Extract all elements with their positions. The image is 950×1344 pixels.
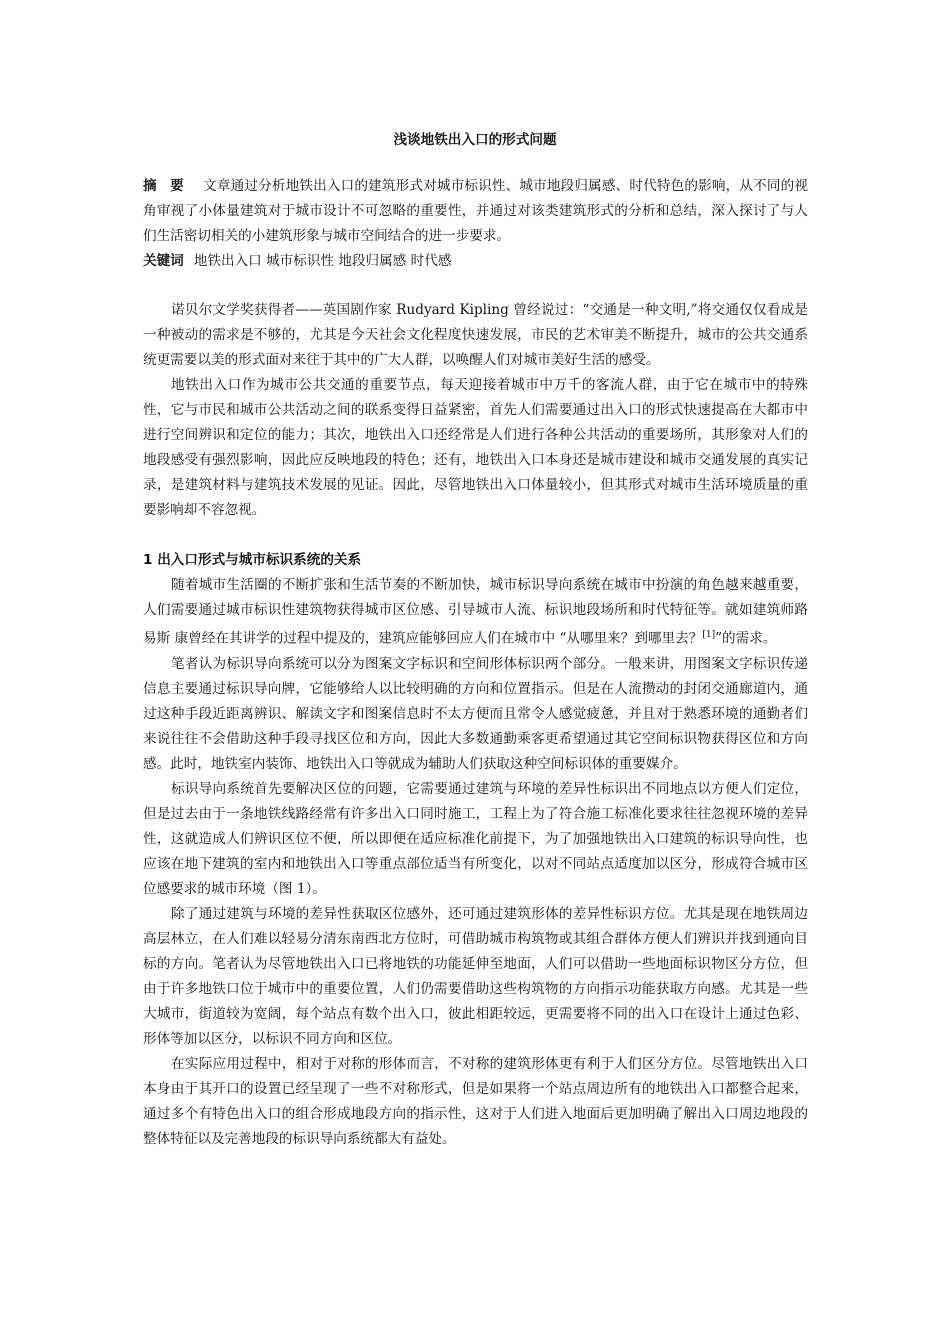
section-paragraph: 在实际应用过程中，相对于对称的形体而言，不对称的建筑形体更有利于人们区分方位。尽管地铁出入口本身由于其开口的设置已经呈现了一些不对称形式，但是如果将一个站点周边所有的地铁出入口都整合起来，通过多个有特色出入口的组合形成地段方向的指示性，这对于人们进入地面后更加明确了解出入口周边地段的整体特征以及完善地段的标识导向系统都大有益处。 <box>143 1055 808 1147</box>
section-paragraph: 除了通过建筑与环境的差异性获取区位感外，还可通过建筑形体的差异性标识方位。尤其是现在地铁周边高层林立，在人们难以轻易分清东南西北方位时，可借助城市构筑物或其组合群体方便人们辨识并找到通向目标的方向。笔者认为尽管地铁出入口已将地铁的功能延伸至地面，人们可以借助一些地面标识物区分方位，但由于许多地铁口位于城市中的重要位置，人们仍需要借助这些构筑物的方向指示功能获取方向感。尤其是一些大城市，街道较为宽阔，每个站点有数个出入口，彼此相距较远，更需要将不同的出入口在设计上通过色彩、形体等加以区分，以标识不同方向和区位。 <box>143 905 808 1047</box>
paragraph-text: ”的需求。 <box>715 630 777 647</box>
section-heading: 1 出入口形式与城市标识系统的关系 <box>143 552 362 568</box>
paragraph-text: 随着城市生活圈的不断扩张和生活节奏的不断加快，城市标识导向系统在城市中扮演的角色越来越重要，人们需要通过城市标识性建筑物获得城市区位感、引导城市人流、标识地段场所和时代特征等。就如建筑师路易斯 康曾经在其讲学的过程中提及的，建筑应能够回应人们在城市中 “从哪里来？到哪里去？ <box>143 577 808 647</box>
citation-ref: [1] <box>702 630 716 640</box>
keywords <box>143 249 808 274</box>
intro-paragraph: 诺贝尔文学奖获得者——英国剧作家 Rudyard Kipling 曾经说过：“交通是一种文明,”将交通仅仅看成是一种被动的需求是不够的，尤其是今天社会文化程度快速发展，市民的艺术审美不断提升，城市的公共交通系统更需要以美的形式面对来往于其中的广大人群，以唤醒人们对城市美好生活的感受。 <box>143 302 808 368</box>
keywords-text: 地铁出入口 城市标识性 地段归属感 时代感 <box>193 253 452 269</box>
section-paragraph: 标识导向系统首先要解决区位的问题，它需要通过建筑与环境的差异性标识出不同地点以方便人们定位，但是过去由于一条地铁线路经常有许多出入口同时施工，工程上为了符合施工标准化要求往往忽视环境的差异性，这就造成人们辨识区位不便，所以即便在适应标准化前提下，为了加强地铁出入口建筑的标识导向性，也应该在地下建筑的室内和地铁出入口等重点部位适当有所变化，以对不同站点适度加以区分，形成符合城市区位感要求的城市环境（图 1）。 <box>143 780 808 897</box>
keywords-label: 关键词 <box>143 253 184 269</box>
page-title: 浅谈地铁出入口的形式问题 <box>393 132 557 148</box>
abstract-label: 摘 要 <box>143 178 184 194</box>
intro-section <box>143 298 808 523</box>
section-1 <box>143 548 808 1152</box>
intro-paragraph: 地铁出入口作为城市公共交通的重要节点，每天迎接着城市中万千的客流人群，由于它在城市中的特殊性，它与市民和城市公共活动之间的联系变得日益紧密，首先人们需要通过出入口的形式快速提高在大都市中进行空间辨识和定位的能力；其次，地铁出入口还经常是人们进行各种公共活动的重要场所，其形象对人们的地段感受有强烈影响，因此应反映地段的特色；还有，地铁出入口本身还是城市建设和城市交通发展的真实记录，是建筑材料与建筑技术发展的见证。因此，尽管地铁出入口体量较小，但其形式对城市生活环境质量的重要影响却不容忽视。 <box>143 377 808 518</box>
section-paragraph: 笔者认为标识导向系统可以分为图案文字标识和空间形体标识两个部分。一般来讲，用图案文字标识传递信息主要通过标识导向牌，它能够给人以比较明确的方向和位置指示。但是在人流攒动的封闭交通廊道内，通过这种手段近距离辨识、解读文字和图案信息时不太方便而且常令人感觉疲惫，并且对于熟悉环境的通勤者们来说往往不会借助这种手段寻找区位和方向，因此大多数通勤乘客更希望通过其它空间标识物获得区位和方向感。此时，地铁室内装饰、地铁出入口等就成为辅助人们获取这种空间标识体的重要媒介。 <box>143 655 808 772</box>
abstract <box>143 174 808 249</box>
abstract-text: 文章通过分析地铁出入口的建筑形式对城市标识性、城市地段归属感、时代特色的影响，从不同的视角审视了小体量建筑对于城市设计不可忽略的重要性，并通过对该类建筑形式的分析和总结，深入探讨了与人们生活密切相关的小建筑形象与城市空间结合的进一步要求。 <box>143 178 808 244</box>
section-paragraph <box>143 573 808 652</box>
